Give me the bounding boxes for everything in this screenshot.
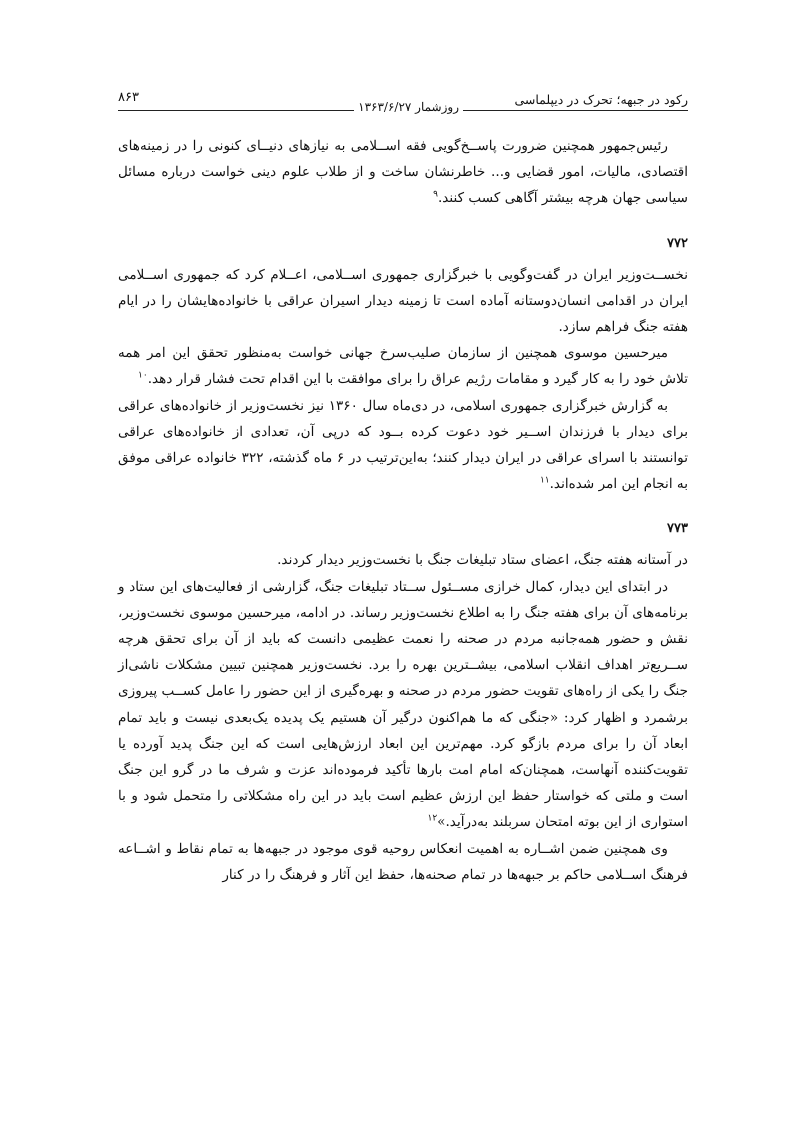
opening-text: رئیس‌جمهور همچنین ضرورت پاســخ‌گویی فقه اســلامی به نیازهای دنیــای کنونی را در زمینه‌های اقتصادی، مالیات، امور قضایی و... خاطرنشان ساخت و از طلاب علوم دینی خواست درباره مسائل سیاسی جهان هرچه بیشتر آگاهی کسب کنند.	[118, 138, 688, 207]
body-text	[118, 133, 688, 888]
entry-772-paragraph-2	[118, 340, 688, 392]
document-page	[118, 80, 688, 888]
entry-772-paragraph-3-text: به گزارش خبرگزاری جمهوری اسلامی، در دی‌ماه سال ۱۳۶۰ نیز نخست‌وزیر از خانواده‌های عراقی برای دیدار با فرزندان اســیر خود دعوت کرده بــود که درپی آن، تعدادی از خانواده‌های عراقی توانستند با اسرای عراقی در ایران دیدار کنند؛ به‌این‌ترتیب در ۶ ماه گذشته، ۳۲۲ خانواده عراقی موفق به انجام این امر شده‌اند.	[118, 397, 688, 493]
header-title: رکود در جبهه؛ تحرک در دیپلماسی	[514, 92, 688, 107]
page-number: ۸۶۳	[118, 90, 139, 105]
entry-773-paragraph-2-text: در ابتدای این دیدار، کمال خرازی مســئول ســتاد تبلیغات جنگ، گزارشی از فعالیت‌های این ستاد و برنامه‌های آن برای هفته جنگ را به اطلاع نخست‌وزیر رساند. در ادامه، میرحسین موسوی نخست‌وزیر، نقش و حضور همه‌جانبه مردم در صحنه را نعمت عظیمی دانست که باید از آن برای تحقق هرچه ســریع‌تر اهداف انقلاب اسلامی، بیشــترین بهره را برد. نخست‌وزیر همچنین تبیین مشکلات ناشی‌از جنگ را یکی از راه‌های تقویت حضور مردم در صحنه و بهره‌گیری از این حضور را عامل کســب پیروزی برشمرد و اظهار کرد: «جنگی که ما هم‌اکنون درگیر آن هستیم یک پدیده یک‌بعدی نیست و باید تمام ابعاد آن را برای مردم بازگو کرد. مهم‌ترین این ابعاد ارزش‌هایی است که این جنگ پدید آورده یا تقویت‌کننده آنهاست، همچنان‌که امام امت بارها تأکید فرموده‌اند عزت و شرف ما در گرو این جنگ است و ملتی که خواستار حفظ این ارزش عظیم است باید در این راه مشکلاتی را متحمل شود و با استواری از این بوته امتحان سربلند به‌درآید.»	[118, 578, 688, 831]
footnote-ref-10: ۱۰	[138, 370, 148, 381]
footnote-ref-11: ۱۱	[539, 475, 550, 486]
opening-paragraph	[118, 133, 688, 212]
header-date: روزشمار ۱۳۶۳/۶/۲۷	[354, 100, 463, 114]
running-header	[118, 80, 688, 114]
entry-772-paragraph-3	[118, 393, 688, 498]
entry-772-paragraph-1: نخســت‌وزیر ایران در گفت‌وگویی با خبرگزاری جمهوری اســلامی، اعــلام کرد که جمهوری اســلامی ایران در اقدامی انسان‌دوستانه آماده است تا زمینه دیدار اسیران عراقی با خانواده‌هایشان را در ایام هفته جنگ فراهم سازد.	[118, 266, 688, 336]
entry-773-paragraph-1: در آستانه هفته جنگ، اعضای ستاد تبلیغات جنگ با نخست‌وزیر دیدار کردند.	[277, 552, 688, 569]
entry-number-773: ۷۷۳	[667, 521, 688, 537]
entry-773-paragraph-2	[118, 574, 688, 836]
entry-number-772: ۷۷۲	[667, 235, 688, 251]
footnote-ref-12: ۱۲	[427, 813, 438, 824]
entry-772-paragraph-2-text: میرحسین موسوی همچنین از سازمان صلیب‌سرخ جهانی خواست به‌منظور تحقق این امر همه تلاش خود را به کار گیرد و مقامات رژیم عراق را برای موافقت با این اقدام تحت فشار قرار دهد.	[118, 345, 688, 388]
entry-773-paragraph-3: وی همچنین ضمن اشــاره به اهمیت انعکاس روحیه قوی موجود در جبهه‌ها به تمام نقاط و اشــاعه فرهنگ اســلامی حاکم بر جبهه‌ها در تمام صحنه‌ها، حفظ این آثار و فرهنگ را در کنار	[118, 840, 688, 883]
footnote-ref-9: ۹	[433, 189, 438, 200]
